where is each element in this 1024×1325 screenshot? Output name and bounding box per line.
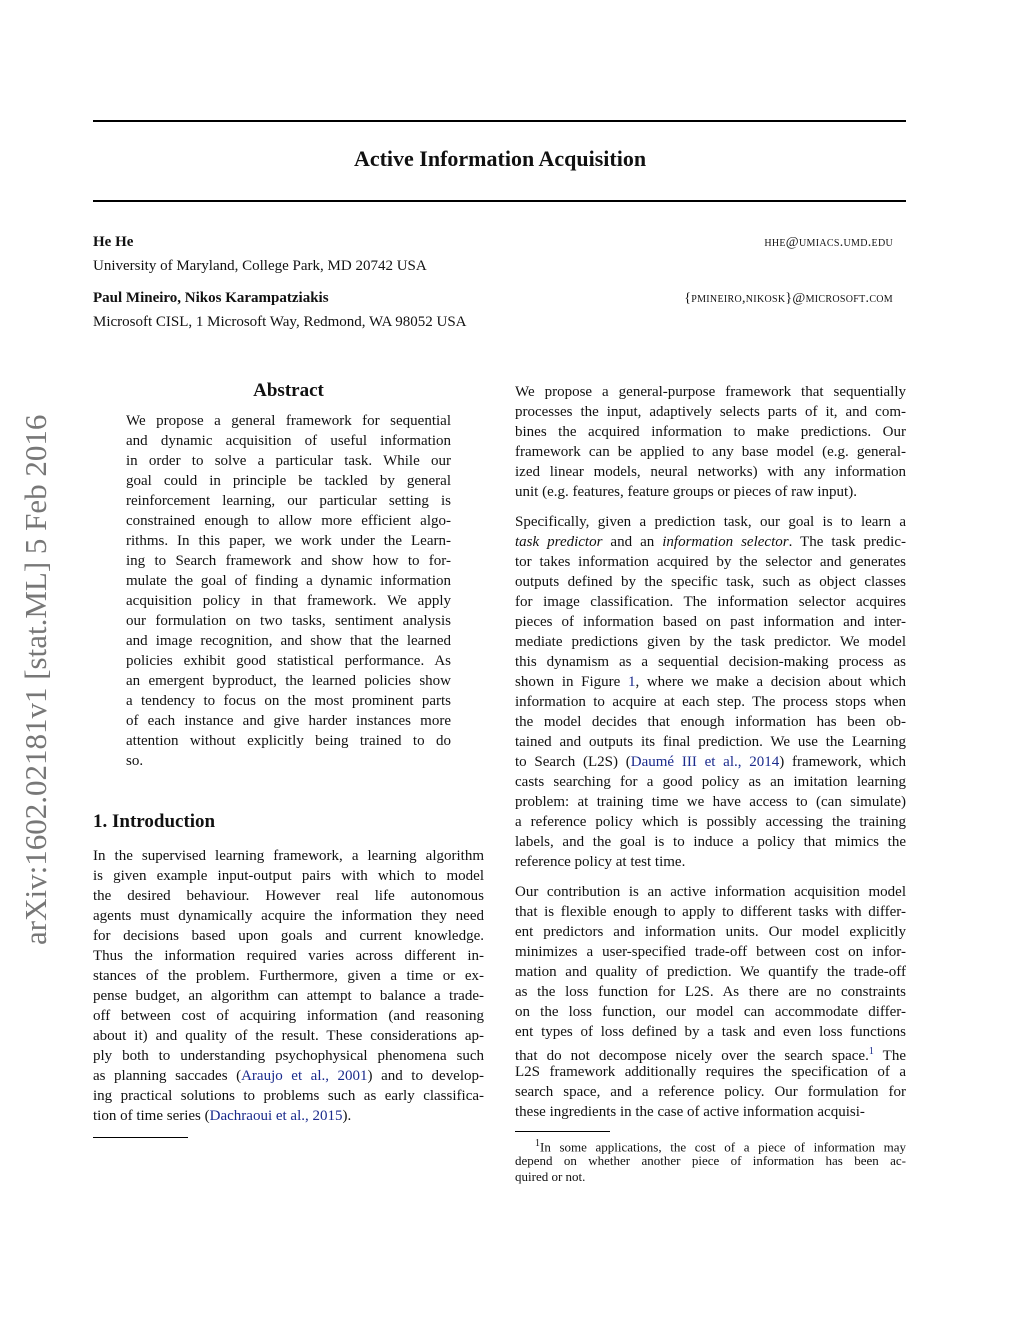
text-line: We propose a general-purpose framework that sequentially (515, 384, 906, 400)
text-span: tion of time series ( (93, 1108, 210, 1124)
text-line: Our contribution is an active information acquisition model (515, 884, 906, 900)
text-line: reinforcement learning, our particular setting is (126, 493, 451, 509)
text-line: mulate the goal of finding a dynamic information (126, 573, 451, 589)
paragraph (515, 512, 906, 872)
author-email: hhe@umiacs.umd.edu (764, 235, 893, 250)
text-span: as planning saccades ( (93, 1068, 242, 1084)
citation-link[interactable]: Daumé III et al., 2014 (630, 754, 780, 770)
citation-link[interactable]: Araujo et al., 2001 (241, 1068, 368, 1084)
text-line: mediate predictions given by the task predictor. We model (515, 634, 906, 650)
text-line: these ingredients in the case of active information acquisi- (515, 1104, 865, 1120)
text-line: off between cost of acquiring information (and reasoning (93, 1008, 484, 1024)
text-line: goal could in principle be tackled by general (126, 473, 451, 489)
right-column-body (515, 382, 906, 1132)
text-line: casts searching for a good policy as an imitation learning (515, 774, 906, 790)
text-line: In the supervised learning framework, a learning algorithm (93, 848, 484, 864)
text-line: framework can be applied to any base model (e.g. general- (515, 444, 906, 460)
introduction-body (93, 846, 484, 1136)
footnote-mark: 1 (535, 1138, 540, 1149)
text-span: ) and to develop- (367, 1068, 484, 1084)
text-line: the model decides that enough information has been ob- (515, 714, 906, 730)
paragraph (515, 382, 906, 502)
author-affiliation: University of Maryland, College Park, MD 20742 USA (93, 258, 427, 274)
text-line (93, 1066, 484, 1086)
text-span: ). (342, 1108, 352, 1124)
text-line: agents must dynamically acquire the information they need (93, 908, 484, 924)
author-name: Paul Mineiro, Nikos Karampatziakis (93, 290, 329, 306)
abstract-body (126, 411, 451, 781)
text-span: that do not decompose nicely over the search space. (515, 1048, 869, 1064)
text-line: ized linear models, neural networks) with any information (515, 464, 906, 480)
text-line: ent types of loss defined by a task and even loss functions (515, 1024, 906, 1040)
text-line: unit (e.g. features, feature groups or pieces of raw input). (515, 484, 857, 500)
text-span: . The task predic- (788, 534, 907, 550)
text-line: for image classification. The information selector acquires (515, 594, 906, 610)
text-line: stances of the problem. Furthermore, given a time or ex- (93, 968, 484, 984)
text-line: on the loss function, our model can accommodate differ- (515, 1004, 906, 1020)
text-line: pieces of information based on past information and inter- (515, 614, 906, 630)
citation-link[interactable]: Dachraoui et al., 2015 (209, 1108, 343, 1124)
text-line: mation and quality of prediction. We quantify the trade-off (515, 964, 906, 980)
author-email: {pmineiro,nikosk}@microsoft.com (684, 291, 893, 306)
text-line: this dynamism as a sequential decision-making process as (515, 654, 906, 670)
text-line: ent predictors and information units. Our model explicitly (515, 924, 906, 940)
text-line: and image recognition, and show that the learned (126, 633, 451, 649)
text-line: attention without explicitly being trained to do (126, 733, 451, 749)
emphasis-text: task predictor (515, 534, 603, 550)
paper-title: Active Information Acquisition (353, 146, 647, 171)
text-line: Thus the information required varies across different in- (93, 948, 484, 964)
section-heading-introduction: 1. Introduction (93, 811, 216, 832)
text-line: acquisition policy in that framework. We apply (126, 593, 451, 609)
abstract-heading: Abstract (253, 380, 324, 401)
text-line: a tendency to focus on the most prominent parts (126, 693, 451, 709)
text-span: ) framework, which (779, 754, 906, 770)
text-line (515, 672, 906, 692)
text-line: constrained enough to allow more efficient algo- (126, 513, 451, 529)
text-line: bines the acquired information to make predictions. Our (515, 424, 906, 440)
text-line: tained and outputs its final prediction. We use the Learning (515, 734, 906, 750)
text-line: about it) and quality of the result. These considerations ap- (93, 1028, 484, 1044)
text-line: information to acquire at each step. The process stops when (515, 694, 906, 710)
text-span: The (873, 1048, 906, 1064)
author-affiliation: Microsoft CISL, 1 Microsoft Way, Redmond, WA 98052 USA (93, 314, 467, 330)
text-line (515, 532, 906, 552)
paragraph (515, 882, 906, 1122)
text-line: ing practical solutions to problems such as early classifica- (93, 1088, 484, 1104)
text-span: and an (602, 534, 663, 550)
text-line: the desired behaviour. However real life autonomous (93, 888, 484, 904)
text-line: reference policy at test time. (515, 854, 686, 870)
footnote-rule (515, 1131, 610, 1132)
text-line: ing to Search framework and show how to for- (126, 553, 451, 569)
text-line: of each instance and give harder instances more (126, 713, 451, 729)
text-line (93, 1106, 484, 1126)
text-line: problem: at training time we have access to (can simulate) (515, 794, 906, 810)
author-name: He He (93, 234, 134, 250)
text-line: policies exhibit good statistical performance. As (126, 653, 451, 669)
text-line: search space, and a reference policy. Our formulation for (515, 1084, 906, 1100)
paragraph (515, 1136, 906, 1186)
text-line: and dynamic acquisition of useful information (126, 433, 451, 449)
text-line: minimizes a user-specified trade-off between cost on infor- (515, 944, 906, 960)
left-footnote-rule (93, 1137, 188, 1138)
title-bottom-rule (93, 200, 906, 202)
citation-link[interactable]: 1 (627, 674, 636, 690)
text-line: pense budget, an algorithm can attempt to balance a trade- (93, 988, 484, 1004)
text-line: We propose a general framework for sequential (126, 413, 451, 429)
text-line: tor takes information acquired by the selector and generates (515, 554, 906, 570)
text-line: that is flexible enough to apply to different tasks with differ- (515, 904, 906, 920)
text-line (515, 752, 906, 772)
text-line: as the loss function for L2S. As there are no constraints (515, 984, 906, 1000)
text-line: for decisions based upon goals and current knowledge. (93, 928, 484, 944)
paragraph (126, 411, 451, 771)
text-line: so. (126, 753, 144, 769)
text-line: a reference policy which is possibly accessing the training (515, 814, 906, 830)
text-line (515, 1042, 906, 1062)
text-line: $^1$In some applications, the cost of a piece of information may (535, 1138, 906, 1155)
text-line: Specifically, given a prediction task, our goal is to learn a (515, 514, 906, 530)
text-line: ply both to understanding psychophysical phenomena such (93, 1048, 484, 1064)
text-line: is given example input-output pairs with which to model (93, 868, 484, 884)
text-line: L2S framework additionally requires the specification of a (515, 1064, 906, 1080)
text-span: to Search (L2S) ( (515, 754, 631, 770)
text-line: rithms. In this paper, we work under the Learn- (126, 533, 451, 549)
text-line: labels, and the goal is to induce a policy that mimics the (515, 834, 906, 850)
text-line: depend on whether another piece of information has been ac- (515, 1152, 906, 1168)
text-line: processes the input, adaptively selects parts of it, and com- (515, 404, 906, 420)
top-rule (93, 120, 906, 122)
text-line: an emergent byproduct, the learned policies show (126, 673, 451, 689)
citation-link[interactable]: 1 (868, 1046, 874, 1057)
paragraph (93, 846, 484, 1126)
text-line: our formulation on two tasks, sentiment analysis (126, 613, 451, 629)
text-span: , where we make a decision about which (635, 674, 906, 690)
text-line: outputs defined by the specific task, such as object classes (515, 574, 906, 590)
emphasis-text: information selector (662, 534, 789, 550)
footnote (515, 1136, 906, 1196)
arxiv-identifier: arXiv:1602.02181v1 [stat.ML] 5 Feb 2016 (18, 414, 53, 945)
text-span: shown in Figure (515, 674, 628, 690)
text-line: in order to solve a particular task. While our (126, 453, 451, 469)
text-line: quired or not. (515, 1169, 586, 1184)
